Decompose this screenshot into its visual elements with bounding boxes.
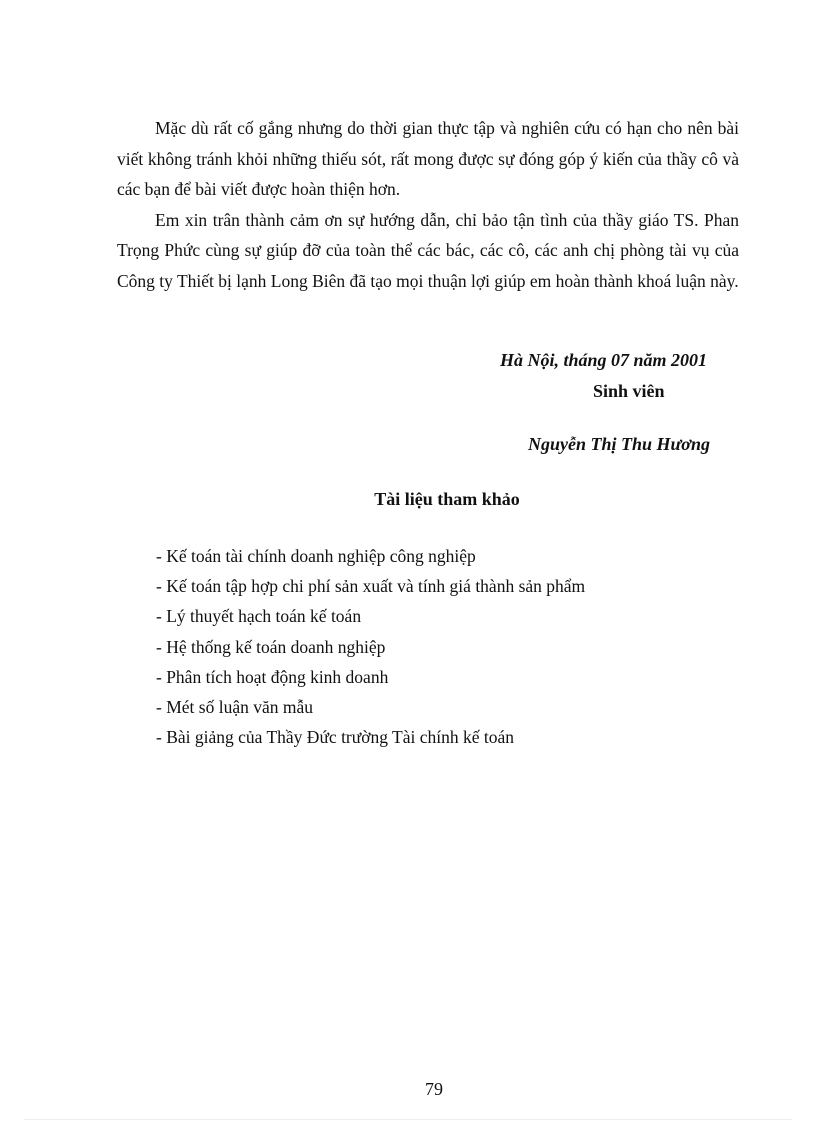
closing-paragraph-1: Mặc dù rất cố gắng nhưng do thời gian thực tập và nghiên cứu có hạn cho nên bài viết không tránh khỏi những thiếu sót, rất mong được sự đóng góp ý kiến của thầy cô và các bạn để bài viết được hoàn thiện hơn. xyxy=(117,118,739,199)
reference-item: - Phân tích hoạt động kinh doanh xyxy=(156,666,389,687)
reference-item: - Kế toán tài chính doanh nghiệp công nghiệp xyxy=(156,546,476,566)
signature-name: Nguyễn Thị Thu Hương xyxy=(528,434,710,454)
closing-paragraph-2: Em xin trân thành cảm ơn sự hướng dẫn, chỉ bảo tận tình của thầy giáo TS. Phan Trọng Phức cùng sự giúp đỡ của toàn thể các bác, các cô, các anh chị phòng tài vụ của Công ty Thiết bị lạnh Long Biên đã tạo mọi thuận lợi giúp em hoàn thành khoá luận này. xyxy=(117,209,739,291)
signature-place-date: Hà Nội, tháng 07 năm 2001 xyxy=(500,350,708,370)
page-number: 79 xyxy=(425,1079,443,1099)
page-bottom-rule xyxy=(24,1119,792,1120)
closing-paragraphs xyxy=(117,113,739,296)
reference-item: - Kế toán tập hợp chi phí sản xuất và tính giá thành sản phẩm xyxy=(156,576,586,597)
reference-item: - Hệ thống kế toán doanh nghiệp xyxy=(156,636,386,657)
signature-role: Sinh viên xyxy=(593,381,665,401)
reference-item: - Mét số luận văn mẫu xyxy=(156,697,313,718)
references-heading: Tài liệu tham khảo xyxy=(374,489,520,509)
reference-item: - Bài giảng của Thầy Đức trường Tài chính kế toán xyxy=(156,727,515,748)
reference-item: - Lý thuyết hạch toán kế toán xyxy=(156,606,362,627)
references-list xyxy=(156,541,585,752)
